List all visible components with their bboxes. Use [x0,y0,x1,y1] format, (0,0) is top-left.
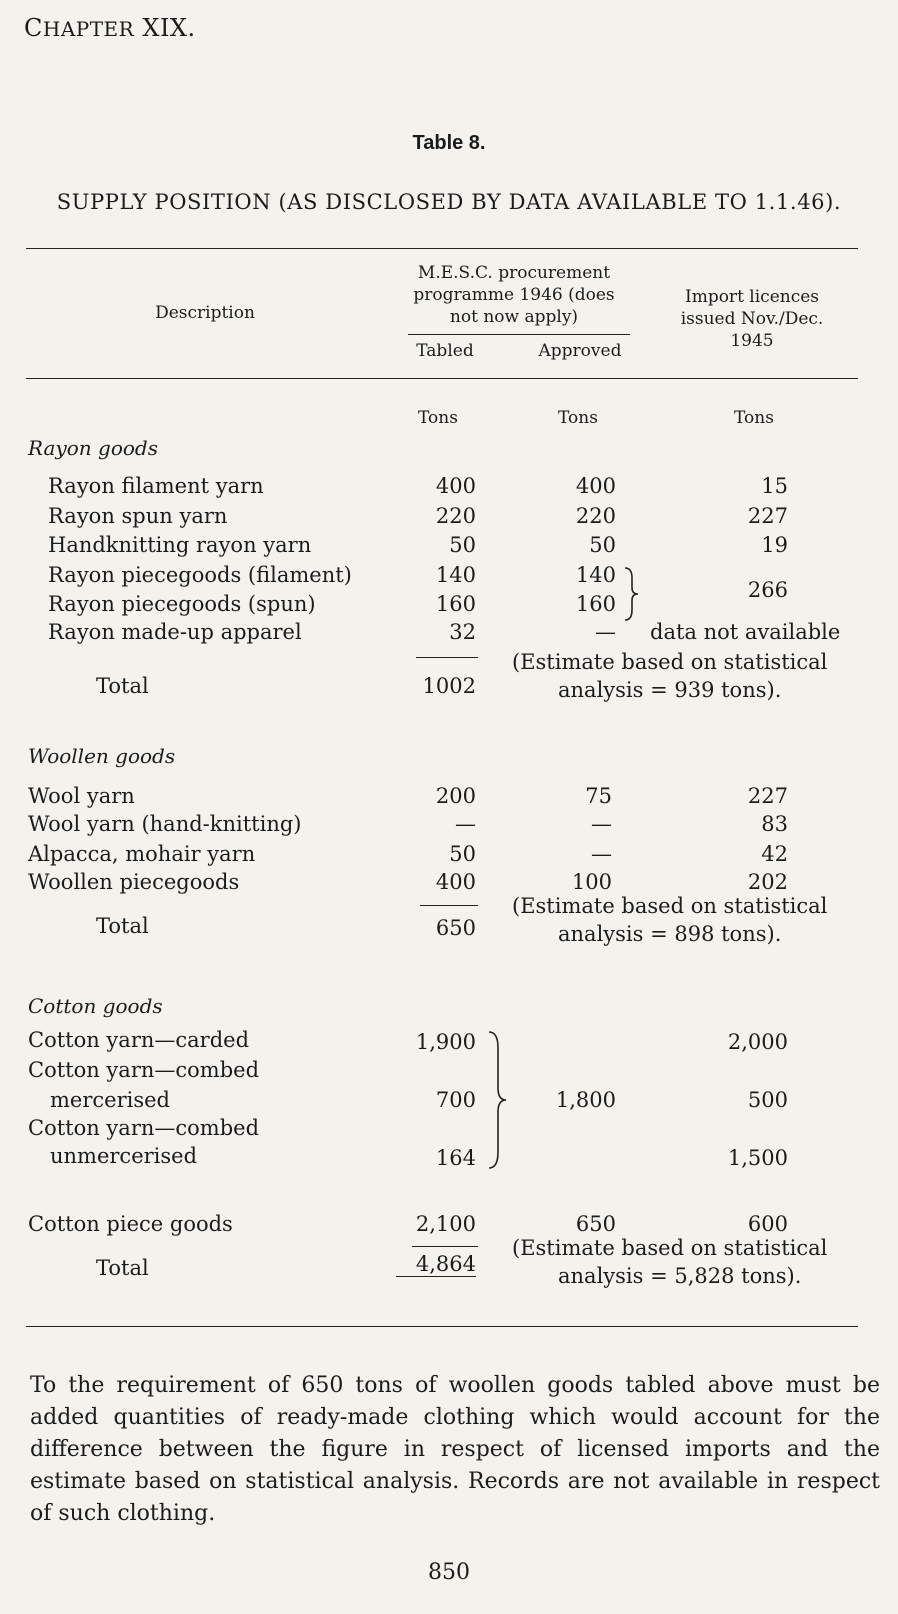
rayon-estimate-line2: analysis = 939 tons). [558,678,782,702]
header-bottom-rule [26,378,858,379]
rayon-estimate-line1: (Estimate based on statistical [512,650,828,674]
cotton-row-import: 1,500 [727,1146,788,1170]
woollen-row-tabled: 200 [435,784,476,808]
woollen-row-label: Woollen piecegoods [28,870,240,894]
cotton-row-tabled: 700 [435,1088,476,1112]
cotton-row-import: 500 [747,1088,788,1112]
header-mesc: M.E.S.C. procurement programme 1946 (does not now apply) [413,263,615,327]
woollen-row-tabled: 400 [435,870,476,894]
cotton-total-value: 4,864 [396,1252,476,1277]
unit-tabled: Tons [418,408,458,428]
rayon-row-import: 15 [761,474,788,498]
rayon-row-approved: 50 [589,533,616,557]
chapter-heading: CHAPTER XIX. [24,14,196,42]
rayon-row-approved: 400 [575,474,616,498]
unit-approved: Tons [558,408,598,428]
woollen-row-tabled: 50 [449,842,476,866]
footnote-paragraph: To the requirement of 650 tons of woollen goods tabled above must be added quantities of ready-made clothing which would account for the difference between the figure in respect of licensed imports and the estimate based on statistical analysis. Records are not available in respect of such clothing. [30,1373,880,1526]
rayon-data-not-available: data not available [650,620,841,644]
woollen-row-approved: 100 [571,870,612,894]
page-number: 850 [428,1560,470,1585]
cotton-row-tabled: 1,900 [415,1030,476,1054]
woollen-row-import: 227 [747,784,788,808]
cotton-estimate-line1: (Estimate based on statistical [512,1236,828,1260]
table-bottom-rule [26,1326,858,1327]
section-title-rayon: Rayon goods [28,436,158,460]
cotton-row-label: mercerised [50,1088,170,1112]
cotton-row-label: unmercerised [50,1144,198,1168]
rayon-total-value: 1002 [422,674,476,698]
unit-import: Tons [734,408,774,428]
rayon-row-label: Rayon filament yarn [48,474,264,498]
rayon-row-import: 227 [747,504,788,528]
woollen-estimate-line1: (Estimate based on statistical [512,894,828,918]
rayon-row-tabled: 50 [449,533,476,557]
cotton-brace-approved: 1,800 [555,1088,616,1112]
rayon-row-label: Rayon piecegoods (spun) [48,592,316,616]
rayon-row-approved: 140 [575,563,616,587]
header-mesc-rule [408,334,630,335]
rayon-row-approved: — [595,620,616,644]
rayon-total-rule [416,657,478,658]
woollen-estimate-line2: analysis = 898 tons). [558,922,782,946]
woollen-row-approved: 75 [585,784,612,808]
rayon-row-tabled: 32 [449,620,476,644]
cotton-row-import: 600 [747,1212,788,1236]
rayon-row-tabled: 220 [435,504,476,528]
cotton-total-label: Total [96,1256,149,1280]
woollen-total-value: 650 [435,916,476,940]
woollen-row-approved: — [591,842,612,866]
header-import: Import licences issued Nov./Dec. 1945 [680,287,824,351]
cotton-row-label: Cotton yarn—combed [28,1058,260,1082]
rayon-row-label: Rayon piecegoods (filament) [48,563,352,587]
cotton-estimate-line2: analysis = 5,828 tons). [558,1264,802,1288]
header-tabled: Tabled [416,341,474,361]
rayon-row-approved: 160 [575,592,616,616]
rayon-row-label: Rayon made-up apparel [48,620,302,644]
header-description: Description [155,303,255,323]
rayon-row-tabled: 160 [435,592,476,616]
cotton-row-label: Cotton yarn—carded [28,1028,250,1052]
woollen-row-import: 83 [761,812,788,836]
woollen-row-approved: — [591,812,612,836]
woollen-row-label: Wool yarn [28,784,135,808]
woollen-total-rule [420,905,478,906]
woollen-row-label: Alpacca, mohair yarn [28,842,256,866]
cotton-row-import: 2,000 [727,1030,788,1054]
rayon-row-label: Rayon spun yarn [48,504,228,528]
table-subtitle: SUPPLY POSITION (AS DISCLOSED BY DATA AVAILABLE TO 1.1.46). [56,190,842,214]
rayon-brace-import: 266 [747,578,788,602]
table-top-rule [26,248,858,249]
cotton-total-rule [412,1246,478,1247]
rayon-total-label: Total [96,674,149,698]
rayon-brace [622,566,644,622]
woollen-row-tabled: — [455,812,476,836]
cotton-row-label: Cotton piece goods [28,1212,233,1236]
woollen-row-label: Wool yarn (hand-knitting) [28,812,302,836]
cotton-row-tabled: 2,100 [415,1212,476,1236]
woollen-total-label: Total [96,914,149,938]
woollen-row-import: 42 [761,842,788,866]
section-title-woollen: Woollen goods [28,744,176,768]
rayon-row-tabled: 140 [435,563,476,587]
header-approved: Approved [538,341,622,361]
rayon-row-tabled: 400 [435,474,476,498]
cotton-brace [486,1030,510,1170]
woollen-row-import: 202 [747,870,788,894]
rayon-row-import: 19 [761,533,788,557]
table-title: Table 8. [412,132,486,154]
cotton-row-label: Cotton yarn—combed [28,1116,260,1140]
rayon-row-label: Handknitting rayon yarn [48,533,312,557]
cotton-row-tabled: 164 [435,1146,476,1170]
cotton-row-approved: 650 [575,1212,616,1236]
rayon-row-approved: 220 [575,504,616,528]
section-title-cotton: Cotton goods [28,994,163,1018]
